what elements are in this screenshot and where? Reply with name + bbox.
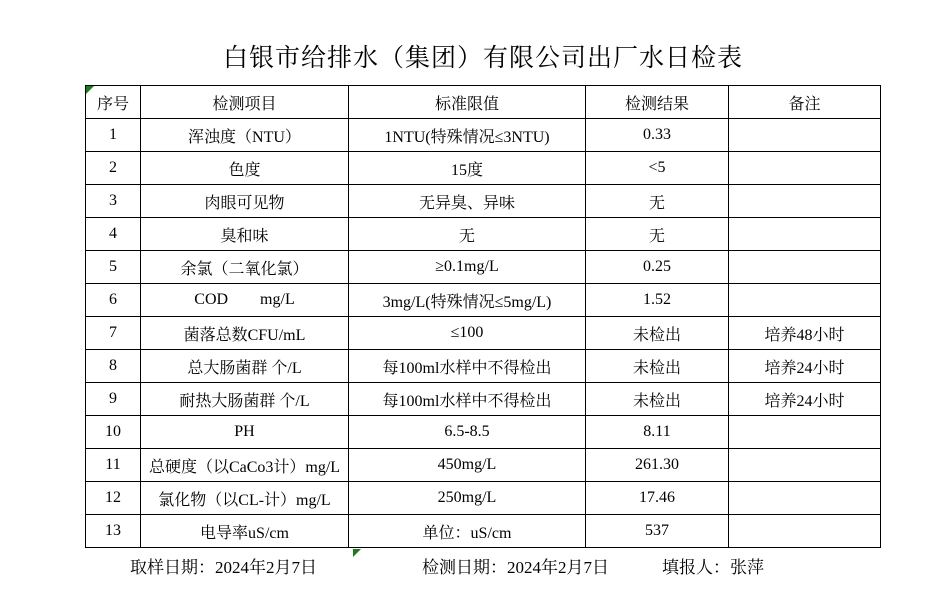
cell-note	[729, 482, 881, 515]
cell-note	[729, 152, 881, 185]
table-row	[86, 383, 881, 416]
sample-date-text: 取样日期：2024年2月7日	[130, 558, 317, 577]
cell-item: 氯化物（以CL-计）mg/L	[141, 482, 349, 515]
header-cell-result: 检测结果	[586, 86, 729, 119]
table-row	[86, 284, 881, 317]
cell-result: 17.46	[586, 482, 729, 515]
cell-note: 培养24小时	[729, 383, 881, 416]
cell-no: 8	[86, 350, 141, 383]
table-header-row	[86, 86, 881, 119]
reporter-text: 填报人：张萍	[662, 558, 764, 577]
cell-result: 537	[586, 515, 729, 548]
cell-standard: 单位：uS/cm	[349, 515, 586, 548]
cell-note	[729, 119, 881, 152]
cell-result: 8.11	[586, 416, 729, 449]
cell-no: 3	[86, 185, 141, 218]
cell-item: 电导率uS/cm	[141, 515, 349, 548]
cell-item: 余氯（二氧化氯）	[141, 251, 349, 284]
cell-result: 0.33	[586, 119, 729, 152]
cell-item: 菌落总数CFU/mL	[141, 317, 349, 350]
footer-row	[0, 553, 925, 577]
table-row	[86, 350, 881, 383]
cell-note	[729, 416, 881, 449]
cell-no: 6	[86, 284, 141, 317]
table-row	[86, 515, 881, 548]
cell-result: 未检出	[586, 350, 729, 383]
table-row	[86, 416, 881, 449]
excel-corner-marker-icon	[86, 86, 94, 94]
table-row	[86, 251, 881, 284]
cell-note	[729, 449, 881, 482]
cell-no: 9	[86, 383, 141, 416]
cell-standard: 无	[349, 218, 586, 251]
cell-standard: 无异臭、异味	[349, 185, 586, 218]
cell-item: 总硬度（以CaCo3计）mg/L	[141, 449, 349, 482]
cell-no: 10	[86, 416, 141, 449]
cell-result: 261.30	[586, 449, 729, 482]
cell-standard: ≤100	[349, 317, 586, 350]
cell-no: 4	[86, 218, 141, 251]
cell-standard: 15度	[349, 152, 586, 185]
cell-result: 无	[586, 218, 729, 251]
cell-note	[729, 218, 881, 251]
header-cell-standard: 标准限值	[349, 86, 586, 119]
cell-standard: 3mg/L(特殊情况≤5mg/L)	[349, 284, 586, 317]
cell-no: 7	[86, 317, 141, 350]
cell-item: COD mg/L	[141, 284, 349, 317]
cell-note: 培养24小时	[729, 350, 881, 383]
cell-note	[729, 284, 881, 317]
test-date-text: 检测日期：2024年2月7日	[422, 558, 609, 577]
table-row	[86, 152, 881, 185]
cell-result: 未检出	[586, 317, 729, 350]
cell-standard: 250mg/L	[349, 482, 586, 515]
table-row	[86, 449, 881, 482]
cell-note	[729, 185, 881, 218]
cell-result: 未检出	[586, 383, 729, 416]
cell-item: 色度	[141, 152, 349, 185]
cell-no: 11	[86, 449, 141, 482]
table-row	[86, 119, 881, 152]
cell-note	[729, 515, 881, 548]
cell-standard: 每100ml水样中不得检出	[349, 350, 586, 383]
header-cell-no: 序号	[86, 86, 141, 119]
cell-standard: ≥0.1mg/L	[349, 251, 586, 284]
cell-no: 1	[86, 119, 141, 152]
cell-result: 0.25	[586, 251, 729, 284]
cell-result: 1.52	[586, 284, 729, 317]
page-title: 白银市给排水（集团）有限公司出厂水日检表	[222, 45, 743, 72]
table-row	[86, 218, 881, 251]
cell-item: 耐热大肠菌群 个/L	[141, 383, 349, 416]
cell-no: 13	[86, 515, 141, 548]
cell-no: 2	[86, 152, 141, 185]
cell-result: <5	[586, 152, 729, 185]
cell-standard: 450mg/L	[349, 449, 586, 482]
cell-item: 浑浊度（NTU）	[141, 119, 349, 152]
cell-standard: 1NTU(特殊情况≤3NTU)	[349, 119, 586, 152]
cell-item: 肉眼可见物	[141, 185, 349, 218]
table-row	[86, 185, 881, 218]
table-row	[86, 482, 881, 515]
cell-item: 臭和味	[141, 218, 349, 251]
cell-result: 无	[586, 185, 729, 218]
cell-standard: 每100ml水样中不得检出	[349, 383, 586, 416]
cell-item: 总大肠菌群 个/L	[141, 350, 349, 383]
cell-note: 培养48小时	[729, 317, 881, 350]
table-row	[86, 317, 881, 350]
header-cell-item: 检测项目	[141, 86, 349, 119]
cell-standard: 6.5-8.5	[349, 416, 586, 449]
inspection-table	[85, 85, 881, 548]
cell-note	[729, 251, 881, 284]
cell-no: 12	[86, 482, 141, 515]
header-cell-note: 备注	[729, 86, 881, 119]
cell-no: 5	[86, 251, 141, 284]
excel-corner-marker-icon	[353, 549, 361, 557]
cell-item: PH	[141, 416, 349, 449]
